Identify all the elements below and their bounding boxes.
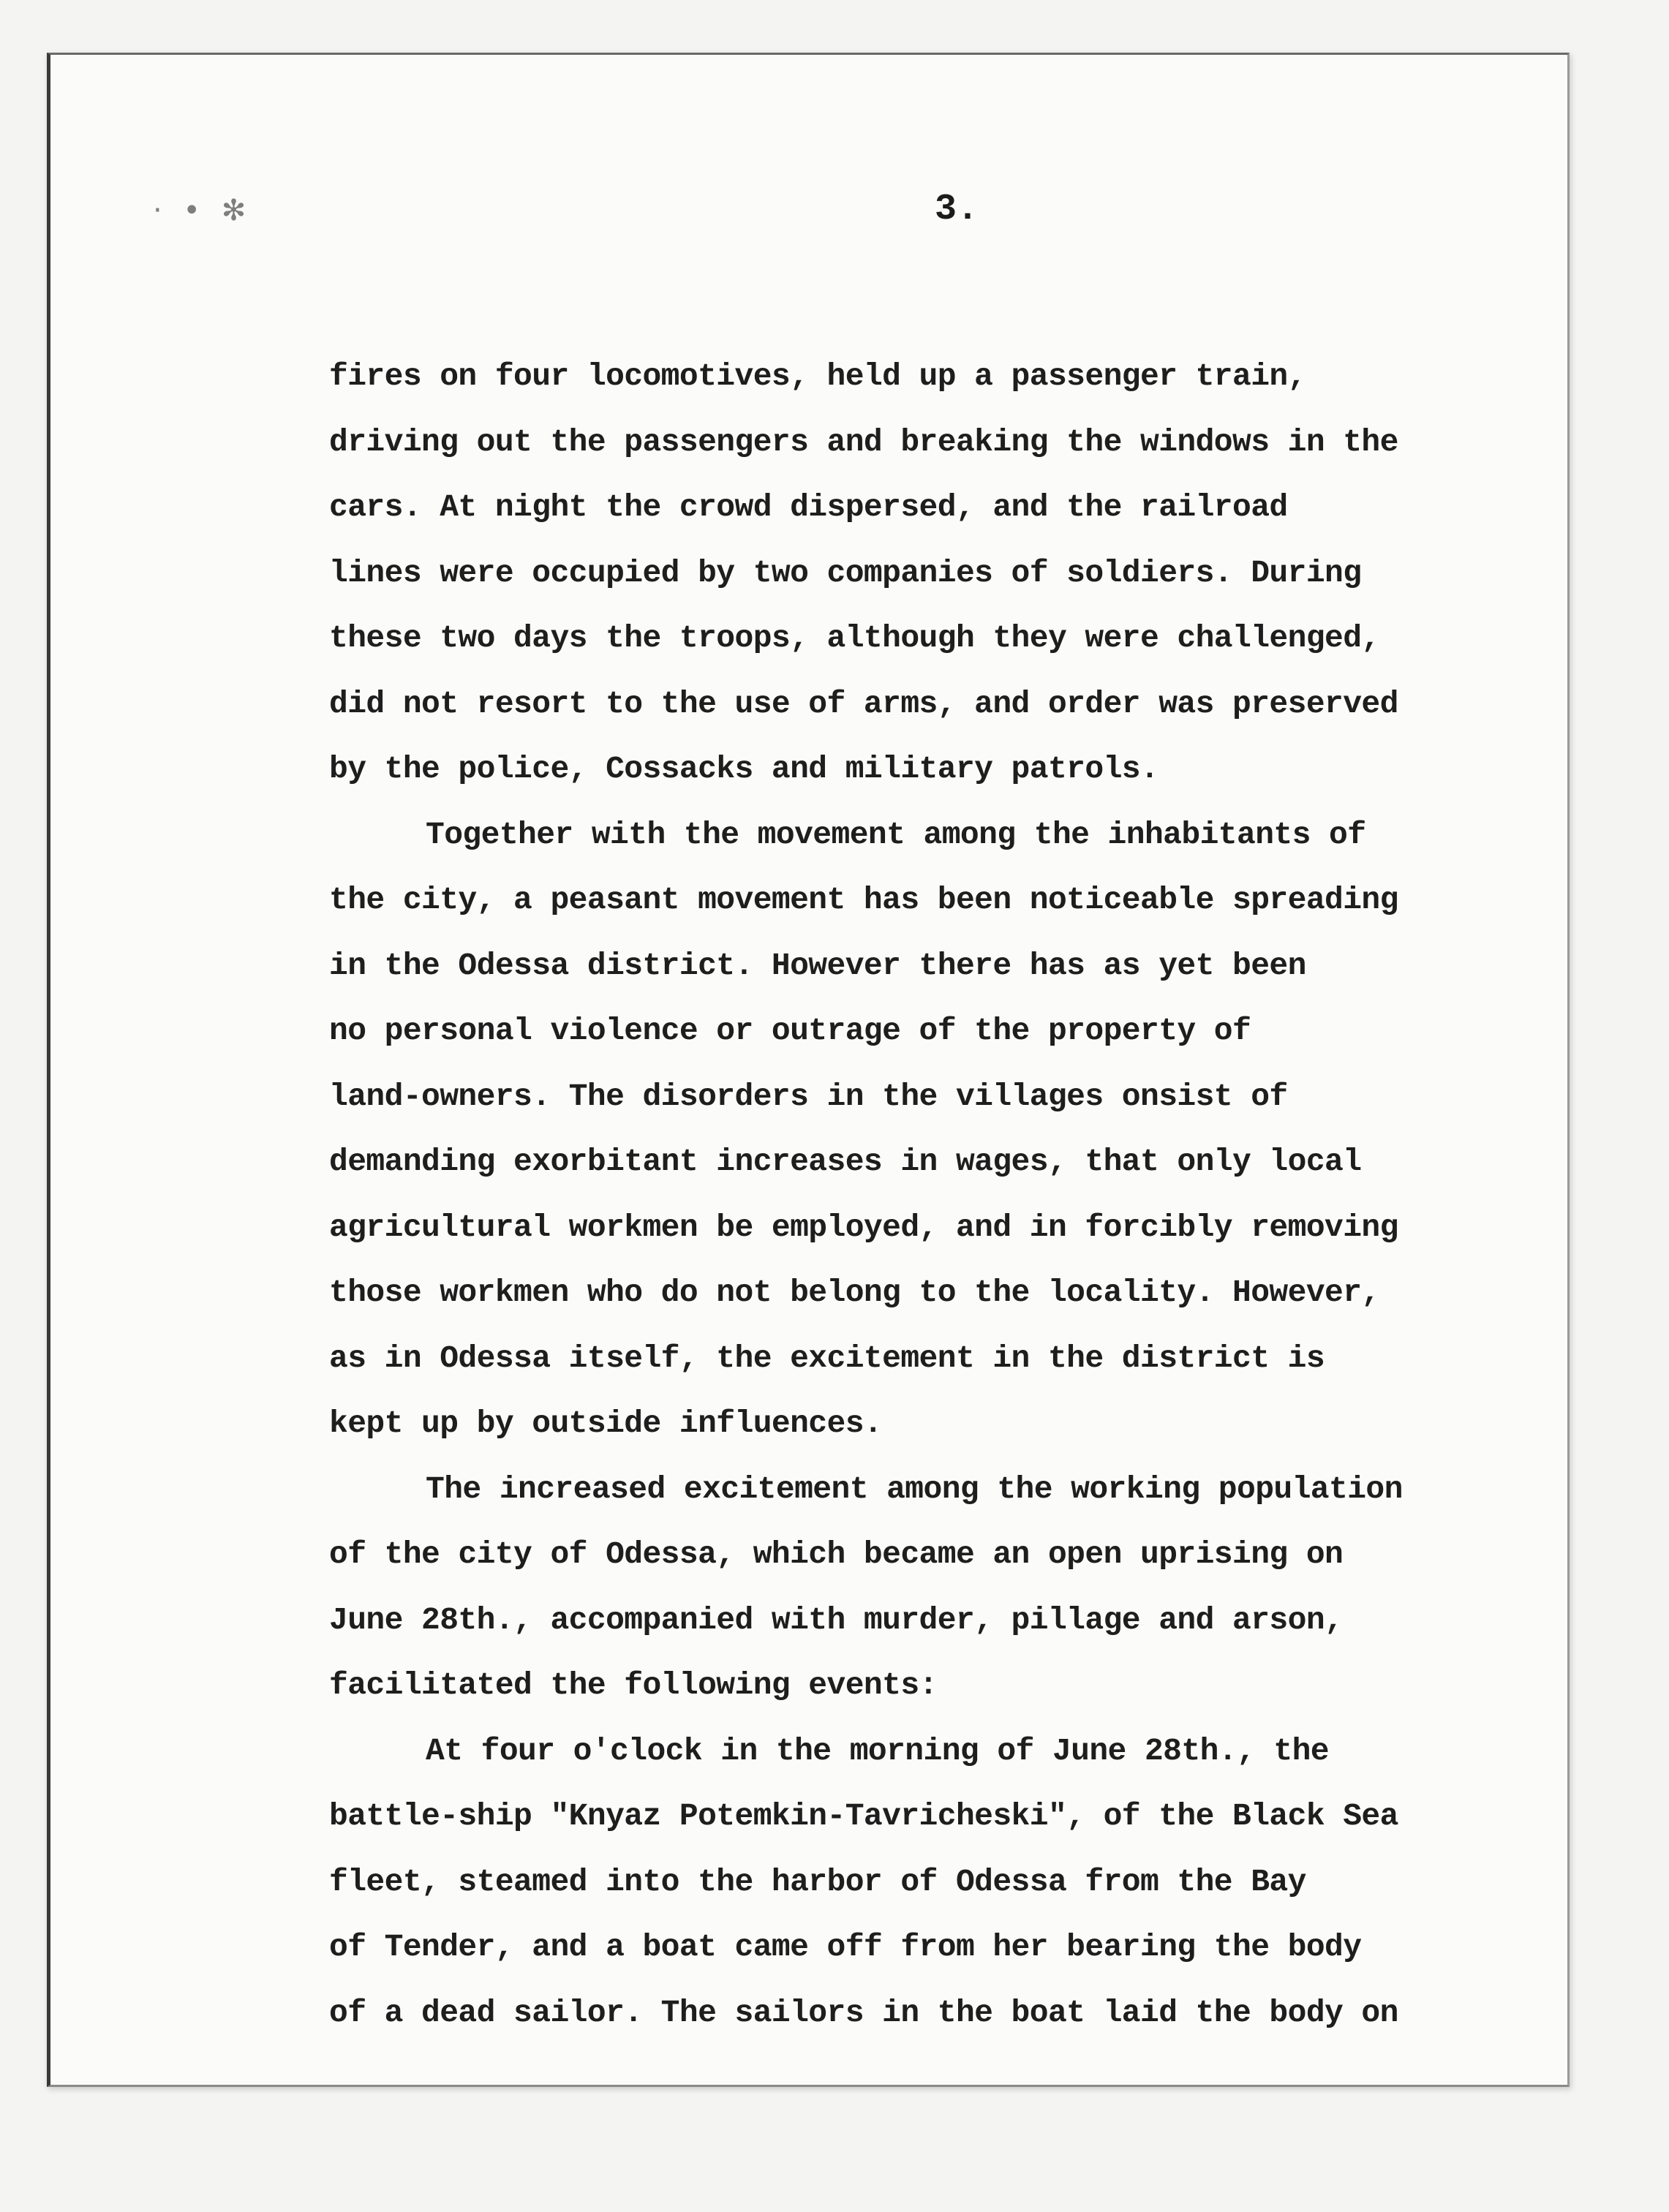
text-line: lines were occupied by two companies of soldiers. During [329, 554, 1362, 591]
text-line: as in Odessa itself, the excitement in the district is [329, 1340, 1325, 1376]
page-number: 3. [935, 189, 979, 230]
text-line: driving out the passengers and breaking the windows in the [329, 423, 1398, 460]
text-line: those workmen who do not belong to the locality. However, [329, 1275, 1380, 1310]
paragraph-start-line: At four o'clock in the morning of June 28th., the [426, 1732, 1330, 1769]
text-line: of the city of Odessa, which became an open uprising on [329, 1536, 1344, 1572]
text-line: kept up by outside influences. [329, 1405, 883, 1441]
text-line: these two days the troops, although they were challenged, [329, 620, 1380, 656]
text-line: did not resort to the use of arms, and order was preserved [329, 685, 1398, 722]
margin-mark: · • ✻ [153, 194, 252, 227]
text-line: land-owners. The disorders in the villages onsist of [329, 1078, 1288, 1114]
body-text [329, 344, 1587, 2045]
text-line: battle-ship "Knyaz Potemkin-Tavricheski", of the Black Sea [329, 1798, 1398, 1834]
text-line: no personal violence or outrage of the property of [329, 1013, 1251, 1049]
text-line: of Tender, and a boat came off from her bearing the body [329, 1929, 1362, 1965]
text-line: demanding exorbitant increases in wages, that only local [329, 1144, 1362, 1179]
text-line: fires on four locomotives, held up a passenger train, [329, 358, 1306, 394]
text-line: fleet, steamed into the harbor of Odessa from the Bay [329, 1863, 1306, 1900]
text-line: of a dead sailor. The sailors in the boat laid the body on [329, 1994, 1398, 2031]
paragraph-start-line: Together with the movement among the inhabitants of [426, 816, 1366, 853]
text-line: agricultural workmen be employed, and in forcibly removing [329, 1209, 1398, 1245]
text-line: the city, a peasant movement has been noticeable spreading [329, 882, 1398, 918]
text-line: cars. At night the crowd dispersed, and the railroad [329, 489, 1288, 525]
paragraph-start-line: The increased excitement among the working population [426, 1471, 1403, 1507]
text-line: June 28th., accompanied with murder, pillage and arson, [329, 1601, 1344, 1638]
text-line: facilitated the following events: [329, 1667, 938, 1703]
text-line: by the police, Cossacks and military patrols. [329, 751, 1159, 787]
text-line: in the Odessa district. However there has as yet been [329, 947, 1306, 984]
